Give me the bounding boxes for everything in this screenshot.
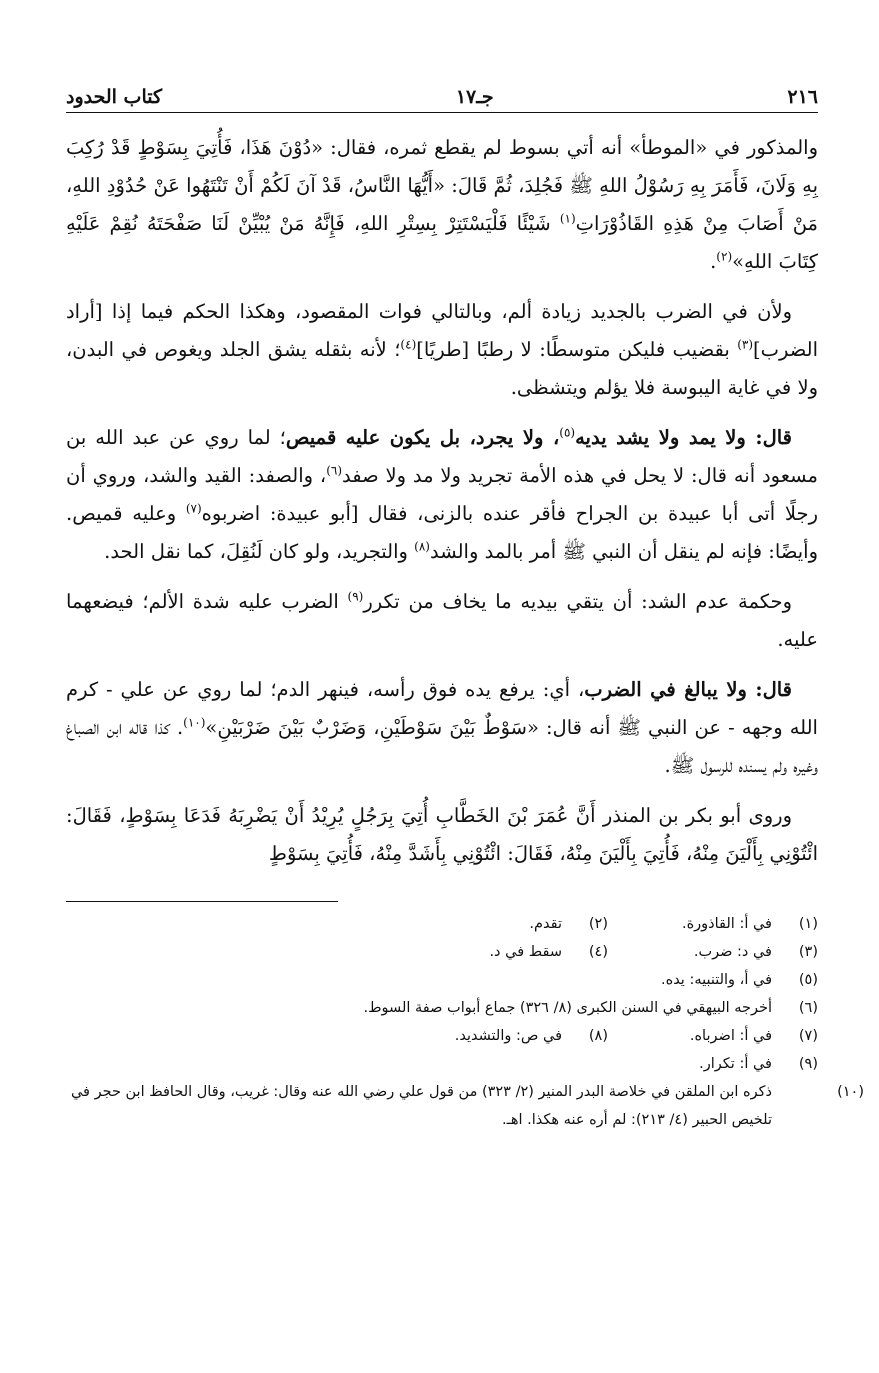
footnote-item xyxy=(66,1078,864,1134)
text-segment: ، أي: يرفع يده فوق رأسه، فينهر الدم؛ لما روي عن علي - كرم الله وجهه - عن النبي ﷺ أنه قال: «سَوْطٌ بَيْنَ سَوْطَيْنِ، وَضَرْبٌ بَيْنَ ضَرْبَيْنِ» xyxy=(66,678,818,739)
footnote-item xyxy=(66,966,818,994)
footnote-text: في ص: والتشديد. xyxy=(454,1028,562,1044)
footnote-item xyxy=(398,938,608,966)
footnote-text: ذكره ابن الملقن في خلاصة البدر المنير (٢/ ٣٢٣) من قول علي رضي الله عنه وقال: غريب، وقال الحافظ ابن حجر في تلخيص الحبير (٤/ ٢١٣): لم أره عنه هكذا. اهـ. xyxy=(70,1084,772,1128)
footnote-row xyxy=(66,938,818,966)
text-segment: ؛ لأنه بثقله يشق الجلد ويغوص في البدن، ولا في غاية اليبوسة فلا يؤلم ويتشظى. xyxy=(66,338,818,399)
footnote-row xyxy=(66,1050,818,1078)
footnote-item xyxy=(608,938,818,966)
footnotes xyxy=(66,910,864,1134)
footnote-item xyxy=(608,910,818,938)
footnote-text: في أ: القاذورة. xyxy=(681,916,772,932)
footnote-text: في أ، والتنبيه: يده. xyxy=(660,972,772,988)
footnote-number: (٨) xyxy=(588,1028,608,1044)
footnote-item xyxy=(398,1022,608,1050)
footnote-divider xyxy=(66,901,338,902)
footnote-text: في د: ضرب. xyxy=(693,944,772,960)
footnote-marker: (٦) xyxy=(326,463,343,478)
paragraph xyxy=(66,129,818,281)
text-segment: وحكمة عدم الشد: أن يتقي بيديه ما يخاف من تكرر xyxy=(363,590,793,613)
text-segment: الضرب عليه شدة الألم؛ فيضعهما عليه. xyxy=(66,590,818,651)
text-segment: . xyxy=(710,250,717,273)
footnote-row xyxy=(66,910,818,938)
book-page xyxy=(66,70,864,1320)
main-text xyxy=(66,129,818,873)
footnote-number: (٢) xyxy=(588,916,608,932)
footnote-number: (٣) xyxy=(798,944,818,960)
paragraph xyxy=(66,293,818,407)
footnote-number: (٥) xyxy=(798,972,818,988)
footnote-text: أخرجه البيهقي في السنن الكبرى (٨/ ٣٢٦) جماع أبواب صفة السوط. xyxy=(363,1000,772,1016)
footnote-marker: (٧) xyxy=(185,501,202,516)
footnote-marker: (٤) xyxy=(400,337,417,352)
footnote-row xyxy=(66,1022,818,1050)
text-segment: ؛ لما روي عن عبد الله بن مسعود أنه قال: لا يحل في هذه الأمة تجريد ولا مد ولا صفد xyxy=(66,426,818,487)
footnote-text: تقدم. xyxy=(529,916,562,932)
text-segment: ولأن في الضرب بالجديد زيادة ألم، وبالتالي فوات المقصود، وهكذا الحكم فيما إذا [أراد الضرب] xyxy=(66,300,819,361)
footnote-number: (٧) xyxy=(798,1028,818,1044)
text-segment: بقضيب فليكن متوسطًا: لا رطبًا [طريًا] xyxy=(416,338,738,361)
text-segment: . كذا قاله ابن الصباغ وغيره ولم يسنده للرسول ﷺ. xyxy=(66,716,818,777)
paragraph xyxy=(66,671,818,785)
book-title: كتاب الحدود xyxy=(66,86,163,108)
footnote-number: (١) xyxy=(798,916,818,932)
text-segment: والتجريد، ولو كان لَنُقِلَ، كما نقل الحد. xyxy=(104,540,415,563)
footnote-marker: (١) xyxy=(559,211,576,226)
footnote-text: في أ: تكرار. xyxy=(699,1056,772,1072)
bold-text-segment: قال: ولا يمد ولا يشد يديه xyxy=(575,426,793,449)
text-segment: والمذكور في «الموطأ» أنه أتي بسوط لم يقطع ثمره، فقال: «دُوْنَ هَذَا، فَأُتِيَ بِسَوْطٍ قَدْ رُكِبَ بِهِ وَلَانَ، فَأَمَرَ بِهِ رَسُوْلُ اللهِ ﷺ فَجُلِدَ، ثُمَّ قَالَ: «أَيُّهَا النَّاسُ، قَدْ آنَ لَكُمْ أَنْ تَنْتَهُوا عَنْ حُدُوْدِ اللهِ، مَنْ أَصَابَ مِنْ هَذِهِ القَاذُوْرَاتِ xyxy=(66,136,818,235)
footnote-marker: (٥) xyxy=(559,425,576,440)
footnote-marker: (١٠) xyxy=(183,715,206,730)
running-header xyxy=(66,70,818,113)
text-segment: وعليه قميص. وأيضًا: فإنه لم ينقل أن النبي ﷺ أمر بالمد والشد xyxy=(66,502,818,563)
footnote-item xyxy=(66,1050,818,1078)
footnote-number: (٩) xyxy=(798,1056,818,1072)
footnote-marker: (٣) xyxy=(737,337,754,352)
footnote-text: سقط في د. xyxy=(489,944,562,960)
text-segment: شَيْئًا فَلْيَسْتَتِرْ بِسِتْرِ اللهِ، فَإِنَّهُ مَنْ يُبْيِّنْ لَنَا صَفْحَتَهُ نُقِمْ عَلَيْهِ كِتَابَ اللهِ» xyxy=(66,212,818,273)
footnote-number: (٦) xyxy=(798,1000,818,1016)
footnote-item xyxy=(66,994,818,1022)
text-segment: ، والصفد: القيد والشد، وروي أن رجلًا أتى أبا عبيدة بن الجراح فأقر عنده بالزنى، فقال [أبو عبيدة: اضربوه xyxy=(66,464,818,525)
paragraph xyxy=(66,419,818,571)
paragraph xyxy=(66,797,818,873)
footnote-marker: (٢) xyxy=(716,249,733,264)
bold-text-segment: قال: ولا يبالغ في الضرب xyxy=(584,678,793,701)
footnote-item xyxy=(398,910,608,938)
footnote-row xyxy=(66,1078,864,1134)
text-segment: وروى أبو بكر بن المنذر أَنَّ عُمَرَ بْنَ الخَطَّابِ أُتِيَ بِرَجُلٍ يُرِيْدُ أَنْ يَضْرِبَهُ فَدَعَا بِسَوْطٍ، فَقَالَ: ائْتُوْنِي بِأَلْيَنَ مِنْهُ، فَأُتِيَ بِأَلْيَنَ مِنْهُ، فَقَالَ: ائْتُوْنِي بِأَشَدَّ مِنْهُ، فَأُتِيَ بِسَوْطٍ xyxy=(66,804,818,865)
footnote-item xyxy=(608,1022,818,1050)
footnote-text: في أ: اضرباه. xyxy=(689,1028,772,1044)
footnote-row xyxy=(66,994,818,1022)
page-number: ٢١٦ xyxy=(787,86,818,108)
paragraph xyxy=(66,583,818,659)
footnote-marker: (٨) xyxy=(414,539,430,554)
volume-label: جـ١٧ xyxy=(455,86,494,108)
footnote-row xyxy=(66,966,818,994)
footnote-number: (٤) xyxy=(588,944,608,960)
footnote-number: (١٠) xyxy=(837,1084,864,1100)
footnote-marker: (٩) xyxy=(347,589,364,604)
bold-text-segment: ، ولا يجرد، بل يكون عليه قميص xyxy=(285,426,560,449)
